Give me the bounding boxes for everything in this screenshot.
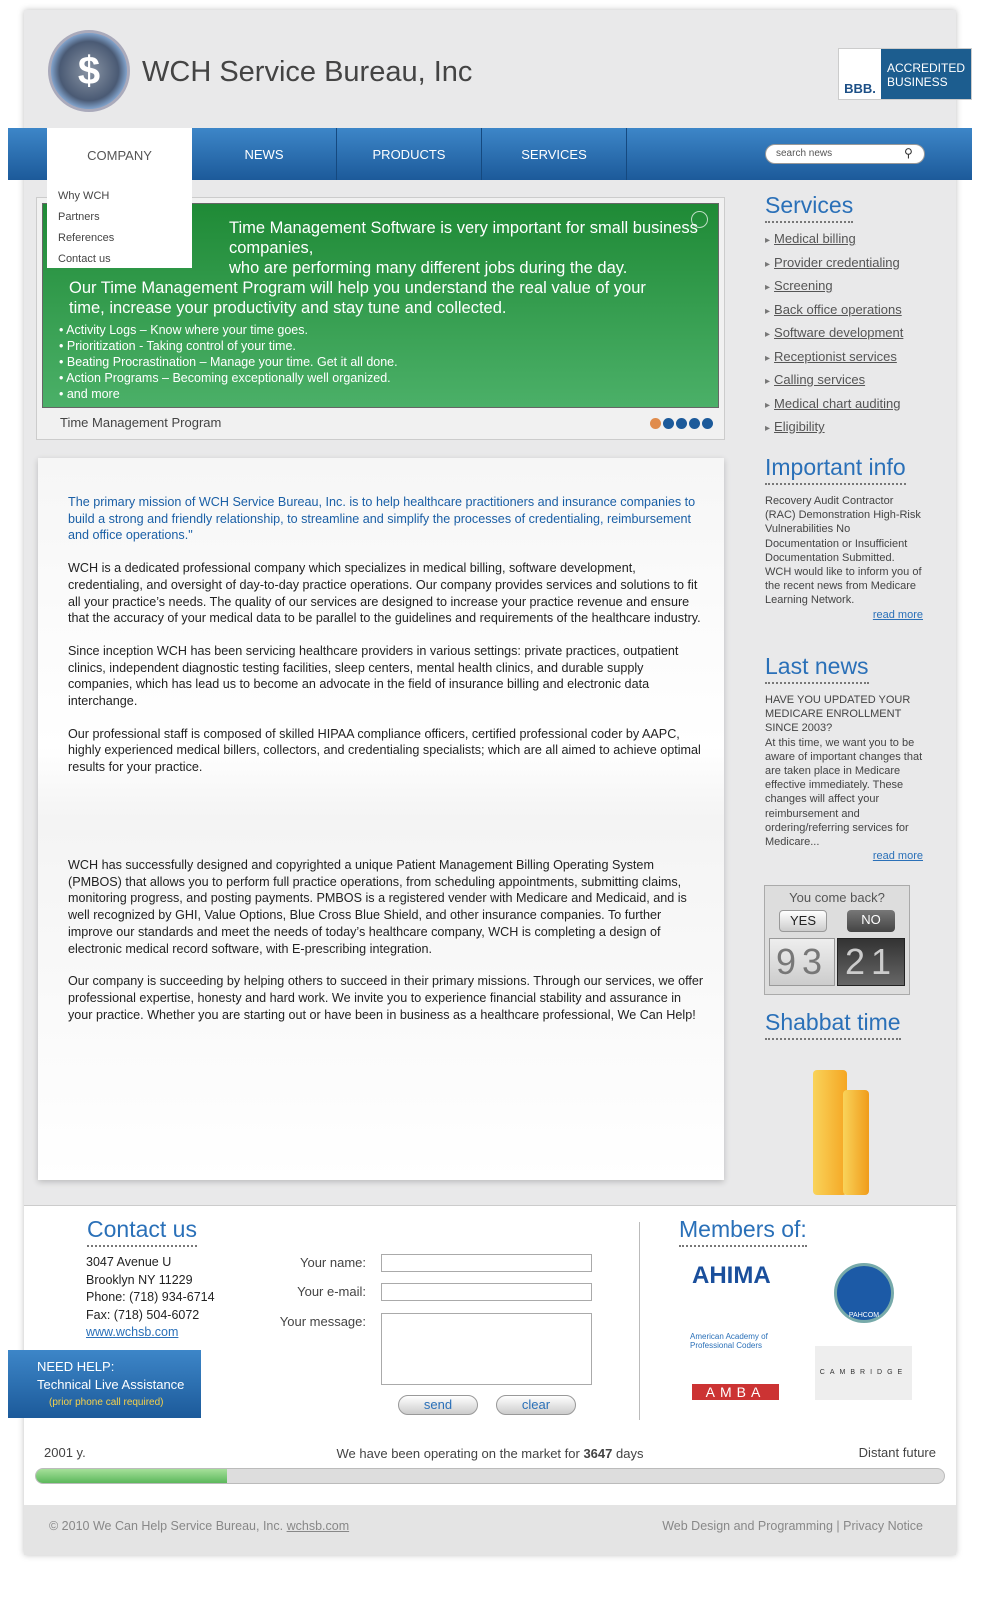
slide-bullet: Activity Logs – Know where your time goes. [66,323,308,337]
read-more-link[interactable]: read more [872,608,923,621]
poll-widget [764,885,910,995]
members-title: Members of: [679,1216,807,1247]
help-line: Technical Live Assistance [37,1377,185,1392]
news-headline[interactable]: HAVE YOU UPDATED YOUR MEDICARE ENROLLMENT SINCE 2003? [765,694,911,735]
slide-bullet: Beating Procrastination – Manage your time. Get it all done. [66,355,398,369]
timeline-start: 2001 y. [44,1445,86,1460]
paragraph: Since inception WCH has been servicing healthcare providers in various settings: private practices, outpatient clinics, independent diagnostic testing facilities, sleep centers, mental health clinics, and durable supply companies, which has lead us to become an advocate in the field of insurance billing and electronic data interchange. [68,643,679,709]
clock-icon[interactable] [691,211,708,228]
slide-dot-1[interactable] [650,418,661,429]
footer-links[interactable]: Web Design and Programming | Privacy Notice [662,1519,923,1533]
poll-question: You come back? [789,890,885,905]
slide[interactable]: Time Management Software is very important for small business companies, who are performing many different jobs during the day. Our Time Management Program will help you understand the real value of your time, increase your productivity and stay tune and collected. • Activity Logs – Know where your time goes. • Prioritization - Taking control of your time. • Beating Procrastination – Manage your time. Get it all done. • Action Programs – Becoming exceptionally well organized. • and more [42,203,719,408]
company-dropdown [47,180,192,268]
bbb-mark: BBB. [844,81,876,96]
send-button[interactable]: send [398,1395,478,1415]
read-more-link[interactable]: read more [872,850,923,863]
slide-dot-2[interactable] [663,418,674,429]
service-link[interactable]: ▸ Receptionist services [765,349,897,364]
dropdown-item[interactable]: Why WCH [58,190,110,202]
slide-line: who are performing many different jobs during the day. [229,259,628,277]
service-link[interactable]: ▸ Screening [765,278,833,293]
slide-dot-4[interactable] [689,418,700,429]
nav-services[interactable]: SERVICES [482,128,627,180]
candle-icon [813,1070,847,1195]
address-line: 3047 Avenue U [86,1255,172,1269]
fax: Fax: (718) 504-6072 [86,1307,200,1322]
dropdown-item[interactable]: Partners [58,211,100,223]
amba-logo[interactable]: AMBA [692,1384,779,1400]
news-title: Last news [765,653,869,684]
phone: Phone: (718) 934-6714 [86,1290,215,1304]
yes-count: 93 [769,938,835,986]
contact-title: Contact us [87,1216,197,1247]
yes-button[interactable]: YES [779,910,827,932]
copyright-link[interactable]: wchsb.com [286,1519,350,1533]
progress-fill [36,1469,227,1483]
content-group-top [68,494,708,792]
need-help-panel[interactable] [8,1350,201,1418]
shabbat-title: Shabbat time [765,1009,901,1040]
paragraph: WCH has successfully designed and copyrighted a unique Patient Management Billing Operating System (PMBOS) that allows you to perform full practice operations, from scheduling appointments, submitting claims, monitoring progress, and posting payments. PMBOS is a registered vender with Medicare and Medicaid, and is well recognized by GHI, Value Options, Blue Cross Blue Shield, and other insurance companies. To further improve our standards and meet the needs of today’s healthcare company, WCH is completing a design of electronic medical record software, with E-prescribing integration. [68,858,687,956]
message-textarea[interactable] [381,1313,592,1385]
search-icon[interactable]: ⚲ [904,146,913,160]
service-link[interactable]: ▸ Provider credentialing [765,255,900,270]
no-button[interactable]: NO [847,910,895,932]
paragraph: Our professional staff is composed of skilled HIPAA compliance officers, certified professional coder by AAPC, highly experienced medical billers, collectors, and credentialing specialists; which are all aimed to achieve optimal results for your practice. [68,726,701,775]
candle-icon [843,1090,869,1195]
email-label: Your e-mail: [297,1284,366,1299]
paragraph: WCH is a dedicated professional company which specializes in medical billing, software development, credentialing, and oversight of day-to-day practice operations. Our company provides services and solutions to fit all your practice’s needs. The quality of our services are designed to increase your practice revenue and ensure that the accuracy of your medical data to be parallel to the guidelines and requirements of the healthcare industry. [68,561,701,626]
slide-bullet: and more [66,387,120,401]
service-link[interactable]: ▸ Software development [765,325,903,340]
paragraph: Our company is succeeding by helping others to succeed in their primary missions. Through our services, we offer professional expertise, honesty and hard work. We invite you to experience financial stability and assurance in your practice. Whether you are starting out or have been in business as a healthcare professional, We Can Help! [68,974,704,1022]
bbb-badge[interactable] [838,48,972,100]
info-text: Recovery Audit Contractor (RAC) Demonstration High-Risk Vulnerabilities No Documentation or Insufficient Documentation Submitted. WCH would like to inform you of the recent news from Medicare Learning Network. [765,495,922,607]
slide-dot-3[interactable] [676,418,687,429]
timeline-progress-bar [35,1468,945,1484]
service-link[interactable]: ▸ Calling services [765,372,865,387]
copyright-bar [24,1505,956,1555]
divider [639,1222,640,1420]
service-link[interactable]: ▸ Back office operations [765,302,902,317]
email-input[interactable] [381,1283,592,1301]
cambridge-logo[interactable]: CAMBRIDGE [815,1346,912,1400]
services-title: Services [765,192,853,223]
help-note: (prior phone call required) [49,1397,164,1408]
clear-button[interactable]: clear [496,1395,576,1415]
ahima-logo[interactable]: AHIMA [692,1262,771,1289]
name-label: Your name: [299,1255,366,1270]
search-input[interactable]: search news [765,144,925,164]
slide-line: Time Management Software is very important for small business companies, [229,219,698,257]
no-count: 21 [837,938,905,986]
address-line: Brooklyn NY 11229 [86,1272,193,1287]
content-group-bottom [68,857,708,1039]
slide-bullet: Action Programs – Becoming exceptionally well organized. [66,371,391,385]
timeline-end: Distant future [858,1445,936,1460]
company-logo[interactable]: $ [48,30,130,112]
slide-dot-5[interactable] [702,418,713,429]
timeline-text: We have been operating on the market for 3647 days [336,1446,644,1461]
help-title: NEED HELP: [37,1359,115,1374]
dropdown-item[interactable]: References [58,232,115,244]
copyright-text: © 2010 We Can Help Service Bureau, Inc. [49,1519,284,1533]
days-count: 3647 [583,1446,613,1461]
slide-caption: Time Management Program [60,415,222,430]
aapc-logo[interactable]: American Academy of Professional Coders [690,1332,768,1350]
site-title: WCH Service Bureau, Inc [142,56,473,88]
info-title: Important info [765,454,906,485]
service-link[interactable]: ▸ Medical chart auditing [765,396,901,411]
service-link[interactable]: ▸ Eligibility [765,419,825,434]
news-text: At this time, we want you to be aware of important changes that are taken place in Medicare effective immediately. These changes will affect your reimbursement and ordering/referring services for Medicare... [765,736,923,849]
message-label: Your message: [279,1314,366,1329]
dropdown-item[interactable]: Contact us [58,253,111,265]
nav-products[interactable]: PRODUCTS [337,128,482,180]
bbb-text: ACCREDITED BUSINESS [881,49,971,99]
nav-company[interactable]: COMPANY [47,128,192,183]
mission-text: The primary mission of WCH Service Bureau, Inc. is to help healthcare practitioners and insurance companies to build a strong and friendly relationship, to streamline and simplify the processes of credentialing, reimbursement and office operations." [68,495,696,543]
slide-bullet: Prioritization - Taking control of your time. [66,339,296,353]
pahcom-logo[interactable]: PAHCOM [834,1263,894,1323]
name-input[interactable] [381,1254,592,1272]
service-link[interactable]: ▸ Medical billing [765,231,856,246]
website-link[interactable]: www.wchsb.com [86,1325,179,1339]
nav-news[interactable]: NEWS [192,128,337,180]
slide-line: Our Time Management Program will help you understand the real value of your [69,279,646,297]
slide-line: time, increase your productivity and stay tune and collected. [69,299,507,317]
